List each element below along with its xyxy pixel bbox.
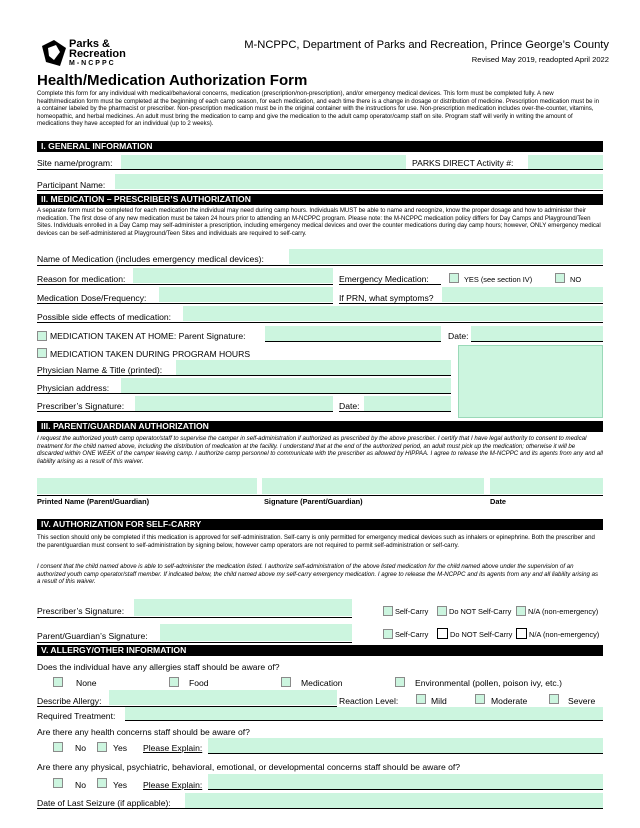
agency-logo xyxy=(40,38,140,70)
section-1-heading: I. GENERAL INFORMATION xyxy=(37,141,603,152)
reaction-mild-checkbox[interactable] xyxy=(416,694,426,704)
prescriber-date-label: Date: xyxy=(339,401,360,411)
participant-field[interactable] xyxy=(115,174,603,189)
physician-field[interactable] xyxy=(176,360,451,375)
parent-not-self-carry-label: Do NOT Self-Carry xyxy=(450,630,513,639)
participant-label: Participant Name: xyxy=(37,180,106,190)
behavioral-no-checkbox[interactable] xyxy=(53,778,63,788)
home-parent-signature-field[interactable] xyxy=(265,326,441,341)
self-carry-parent-field[interactable] xyxy=(160,624,352,641)
reaction-moderate-label: Moderate xyxy=(491,696,528,706)
section-4-text-1: This section should only be completed if this medication is approved for self-administration. Self-carry is only permitted for emergency medical devices such as inhalers or epinephrine. Both the prescriber and the parent/guardian must consent to self-administration by signing below, however camp operators are not required to permit self-administration or self-carry. xyxy=(37,534,595,549)
last-seizure-label: Date of Last Seizure (if applicable): xyxy=(37,798,171,808)
dose-label: Medication Dose/Frequency: xyxy=(37,293,147,303)
behavioral-explain-field[interactable] xyxy=(208,774,603,789)
physician-address-label: Physician address: xyxy=(37,383,110,393)
home-date-field[interactable] xyxy=(471,326,603,341)
section-5-heading: V. ALLERGY/OTHER INFORMATION xyxy=(37,645,603,656)
allergy-food-label: Food xyxy=(189,678,209,688)
section-2-intro: A separate form must be completed for each medication the individual may need during camp hours. Individuals MUST be able to name and recognize, know the proper dosage and how to administer their medication. The first dose of any new medication must be taken 24 hours prior to attending an M-NCPPC program. Please note: the M-NCPPC medication policy differs for Day Camps and Playground/Teen Sites. Individuals enrolled in a Day Camp may self-administer a prescription, including emergency medical devices and over the counter medications during day camp hours; however, ONLY emergency medical devices can be self-administered at Playground/Teen Sites and individuals are required to self-carry. xyxy=(37,207,601,237)
reaction-severe-checkbox[interactable] xyxy=(549,694,559,704)
parent-self-carry-checkbox[interactable] xyxy=(383,629,393,639)
allergy-none-label: None xyxy=(76,678,97,688)
prescriber-na-label: N/A (non-emergency) xyxy=(528,607,599,616)
printed-name-caption: Printed Name (Parent/Guardian) xyxy=(37,497,150,506)
prescriber-not-self-carry-label: Do NOT Self-Carry xyxy=(449,607,512,616)
allergy-environmental-checkbox[interactable] xyxy=(395,677,405,687)
emergency-yes-label: YES (see section IV) xyxy=(464,275,533,284)
site-field[interactable] xyxy=(121,155,406,169)
self-carry-parent-label: Parent/Guardian’s Signature: xyxy=(37,631,148,641)
allergy-environmental-label: Environmental (pollen, poison ivy, etc.) xyxy=(415,678,562,688)
side-effects-label: Possible side effects of medication: xyxy=(37,312,172,322)
med-name-field[interactable] xyxy=(289,249,603,264)
section-4-heading: IV. AUTHORIZATION FOR SELF-CARRY xyxy=(37,519,603,530)
allergy-none-checkbox[interactable] xyxy=(53,677,63,687)
intro-text: Complete this form for any individual with medical/behavioral concerns, medication (prescription/non-prescription), and/or emergency medical devices. This form must be completed fully. A new health/medication form must be completed at the beginning of each camp season, for each medication, and each time there is a change in dosage or distribution of medicine. Prescription medication must be in a container labeled by the pharmacist or prescriber. Non-prescription medication must be in the original container with the instructions for use. Non-prescription medication includes over-the-counter, vitamins, homeopathic, and herbal medicines. An adult must bring the medication to camp and give the medication to the adult camp operator/camp staff on site. Program staff will verify in writing the amount of medications they have accepted for an individual (up to 2 weeks). xyxy=(37,90,599,128)
health-yes-label: Yes xyxy=(113,743,128,753)
allergy-question: Does the individual have any allergies staff should be aware of? xyxy=(37,662,280,672)
physician-label: Physician Name & Title (printed): xyxy=(37,365,163,375)
health-no-label: No xyxy=(75,743,86,753)
prescriber-not-self-carry-checkbox[interactable] xyxy=(437,606,447,616)
guardian-date-field[interactable] xyxy=(490,478,603,494)
reaction-mild-label: Mild xyxy=(431,696,447,706)
self-carry-prescriber-field[interactable] xyxy=(134,599,352,616)
activity-label: PARKS DIRECT Activity #: xyxy=(412,158,514,168)
logo-text-1: Parks & xyxy=(69,38,110,50)
signature-caption: Signature (Parent/Guardian) xyxy=(264,497,363,506)
section-2-heading: II. MEDICATION – PRESCRIBER’S AUTHORIZATION xyxy=(37,194,603,205)
allergy-food-checkbox[interactable] xyxy=(169,677,179,687)
prescriber-self-carry-label: Self-Carry xyxy=(395,607,429,616)
date-caption: Date xyxy=(490,497,507,506)
reaction-severe-label: Severe xyxy=(568,696,596,706)
behavioral-explain-label: Please Explain: xyxy=(143,780,203,790)
parent-not-self-carry-checkbox[interactable] xyxy=(437,628,448,639)
describe-allergy-label: Describe Allergy: xyxy=(37,696,102,706)
prn-field[interactable] xyxy=(442,287,603,302)
emergency-label: Emergency Medication: xyxy=(339,274,429,284)
logo-text-2: Recreation xyxy=(69,48,126,60)
site-label: Site name/program: xyxy=(37,158,113,168)
required-treatment-field[interactable] xyxy=(125,707,603,720)
prescriber-na-checkbox[interactable] xyxy=(516,606,526,616)
taken-at-home-checkbox[interactable] xyxy=(37,331,47,341)
health-yes-checkbox[interactable] xyxy=(97,742,107,752)
behavioral-yes-checkbox[interactable] xyxy=(97,778,107,788)
allergy-medication-checkbox[interactable] xyxy=(281,677,291,687)
page-title: Health/Medication Authorization Form xyxy=(37,72,308,89)
describe-allergy-field[interactable] xyxy=(109,690,337,705)
health-no-checkbox[interactable] xyxy=(53,742,63,752)
parent-na-label: N/A (non-emergency) xyxy=(529,630,600,639)
behavioral-no-label: No xyxy=(75,780,86,790)
physician-address-field[interactable] xyxy=(121,378,451,393)
taken-during-program-label: MEDICATION TAKEN DURING PROGRAM HOURS xyxy=(50,349,251,359)
prn-label: If PRN, what symptoms? xyxy=(339,293,434,303)
org-name: M-NCPPC, Department of Parks and Recreation, Prince George’s County xyxy=(244,39,609,51)
guardian-printed-name-field[interactable] xyxy=(37,478,257,494)
prescriber-signature-field[interactable] xyxy=(135,396,333,411)
taken-at-home-label: MEDICATION TAKEN AT HOME: Parent Signature: xyxy=(50,331,246,341)
reaction-level-label: Reaction Level: xyxy=(339,696,399,706)
activity-field[interactable] xyxy=(528,155,603,169)
side-effects-field[interactable] xyxy=(183,306,603,321)
last-seizure-field[interactable] xyxy=(185,793,603,808)
behavioral-yes-label: Yes xyxy=(113,780,128,790)
dose-field[interactable] xyxy=(159,287,333,302)
section-3-heading: III. PARENT/GUARDIAN AUTHORIZATION xyxy=(37,421,603,432)
parent-na-checkbox[interactable] xyxy=(516,628,527,639)
guardian-signature-field[interactable] xyxy=(262,478,484,494)
health-explain-label: Please Explain: xyxy=(143,743,203,753)
allergy-medication-label: Medication xyxy=(301,678,343,688)
parent-self-carry-label: Self-Carry xyxy=(395,630,429,639)
revised-date: Revised May 2019, readopted April 2022 xyxy=(471,55,609,64)
section-4-text-2: I consent that the child named above is able to self-administer the medication listed. I authorize self-administration of the above listed medication for the child named above under the supervision of an authorized youth camp operator/staff member. If indicated below, the child named above my self-carry emergency medication. I agree to release the M-NCPPC and its agents from any and all liability arising as a result of this waiver. xyxy=(37,563,599,586)
emergency-yes-checkbox[interactable] xyxy=(449,273,459,283)
prescriber-self-carry-checkbox[interactable] xyxy=(383,606,393,616)
reason-field[interactable] xyxy=(133,268,333,283)
health-concerns-question: Are there any health concerns staff should be aware of? xyxy=(37,727,250,737)
taken-during-program-checkbox[interactable] xyxy=(37,348,47,358)
emergency-no-label: NO xyxy=(570,275,582,284)
reaction-moderate-checkbox[interactable] xyxy=(475,694,485,704)
reason-label: Reason for medication: xyxy=(37,274,126,284)
section-3-text: I request the authorized youth camp operator/staff to supervise the camper in self-administration if authorized as prescribed by the above prescriber. I certify that I have legal authority to consent to medical treatment for the child named above, including the distribution of medication at the facility. I understand that at the end of the authorized period, an adult must pick up the medication; otherwise it will be discarded within ONE WEEK of the camper leaving camp. I authorize camp personnel to communicate with the prescriber as allowed by HIPPAA. I agree to release the M-NCPPC and its agents from any and all liability arising as a result of this waiver. xyxy=(37,435,603,465)
med-name-label: Name of Medication (includes emergency medical devices): xyxy=(37,254,264,264)
health-explain-field[interactable] xyxy=(208,738,603,753)
prescriber-date-field[interactable] xyxy=(364,396,451,411)
behavioral-concerns-question: Are there any physical, psychiatric, behavioral, emotional, or developmental concerns staff should be aware of? xyxy=(37,762,461,772)
self-carry-prescriber-label: Prescriber’s Signature: xyxy=(37,606,125,616)
logo-text-3: M-NCPPC xyxy=(69,60,116,67)
leaf-logo-icon xyxy=(40,38,68,68)
required-treatment-label: Required Treatment: xyxy=(37,711,116,721)
home-date-label: Date: xyxy=(448,331,469,341)
emergency-no-checkbox[interactable] xyxy=(555,273,565,283)
physician-stamp-box[interactable] xyxy=(458,345,603,418)
prescriber-signature-label: Prescriber’s Signature: xyxy=(37,401,125,411)
